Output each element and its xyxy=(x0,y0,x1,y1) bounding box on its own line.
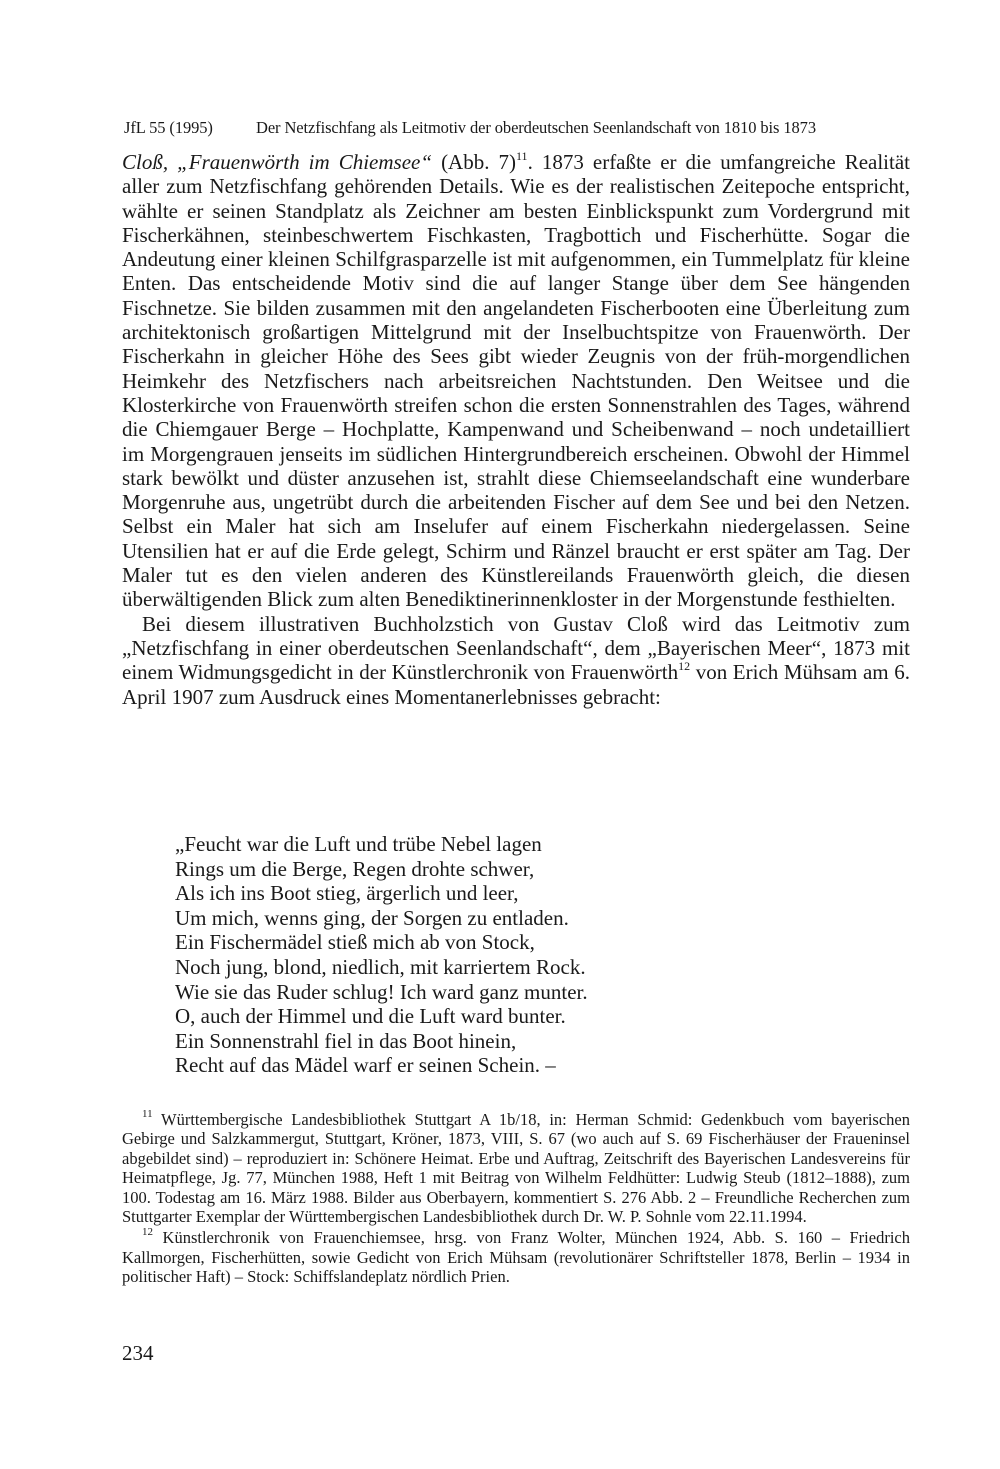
running-head xyxy=(124,118,924,138)
paragraph-2 xyxy=(122,612,910,709)
paragraph-2-text-end: von Erich Mühsam am 6. April 1907 zum Ausdruck eines Momentanerlebnisses gebracht: xyxy=(122,660,910,709)
body-text xyxy=(122,150,910,709)
figure-reference: (Abb. 7) xyxy=(432,150,516,174)
paragraph-1 xyxy=(122,150,910,612)
footnotes xyxy=(122,1110,910,1289)
footnote-12 xyxy=(122,1228,910,1286)
poem-line: „Feucht war die Luft und trübe Nebel lagen xyxy=(175,832,542,856)
footnote-11 xyxy=(122,1110,910,1226)
artwork-title: Cloß, „Frauenwörth im Chiemsee“ xyxy=(122,150,433,174)
page-number: 234 xyxy=(122,1341,154,1365)
poem-line: Recht auf das Mädel warf er seinen Schein. – xyxy=(175,1053,556,1078)
poem-line: O, auch der Himmel und die Luft ward bunter. xyxy=(175,1004,566,1029)
paragraph-1-text: . 1873 erfaßte er die umfangreiche Realität aller zum Netzfischfang gehörenden Details. Wie es der realistischen Zeitepoche entspricht, wählte er seinen Standplatz als Zeichner am besten Einblickspunkt zum Vordergrund mit Fischerkähnen, steinbeschwertem Fischkasten, Tragbottich und Fischerhütte. Sogar die Andeutung einer kleinen Schilfgrasparzelle ist mit aufgenommen, ein Tummelplatz für kleine Enten. Das entscheidende Motiv sind die auf langer Stange über dem See hängenden Fischnetze. Sie bilden zusammen mit den angelandeten Fischerbooten eine Überleitung zum architektonisch großartigen Mittelgrund mit der Inselbuchtspitze von Frauenwörth. Der Fischerkahn in gleicher Höhe des Sees gibt wieder Zeugnis von der früh-morgendlichen Heimkehr des Netzfischers nach arbeitsreichen Nachtstunden. Den Weitsee und die Klosterkirche von Frauenwörth streifen schon die ersten Sonnenstrahlen des Tages, während die Chiemgauer Berge – Hochplatte, Kampenwand und Scheibenwand – noch undetailliert im Morgengrauen jenseits im südlichen Hintergrundbereich erscheinen. Obwohl der Himmel stark bewölkt und düster anzusehen ist, strahlt diese Chiemseelandschaft eine wunderbare Morgenruhe aus, ungetrübt durch die arbeitenden Fischer auf dem See und bei den Netzen. Selbst ein Maler hat sich am Inselufer auf einem Fischerkahn niedergelassen. Seine Utensilien hat er auf die Erde gelegt, Schirm und Ränzel braucht er erst später am Tag. Der Maler tut es den vielen anderen des Künstlereilands Frauenwörth gleich, die diesen überwältigenden Blick zum alten Benediktinerinnenkloster in der Morgenstunde festhielten. xyxy=(122,150,910,612)
footnote-ref-11[interactable]: 11 xyxy=(516,149,528,163)
running-head-title: Der Netzfischfang als Leitmotiv der oberdeutschen Seenlandschaft von 1810 bis 1873 xyxy=(256,118,816,137)
journal-reference: JfL 55 (1995) xyxy=(124,118,213,137)
footnote-ref-12[interactable]: 12 xyxy=(678,659,691,674)
footnote-text: Künstlerchronik von Frauenchiemsee, hrsg. von Franz Wolter, München 1924, Abb. S. 160 – Friedrich Kallmorgen, Fischerhütten, sowie Gedicht von Erich Mühsam (revolutionärer Schriftsteller 1878, Berlin – 1934 in politischer Haft) – Stock: Schiffslandeplatz nördlich Prien. xyxy=(122,1228,910,1287)
poem-line: Noch jung, blond, niedlich, mit karriertem Rock. xyxy=(175,954,586,979)
paragraph-2-text: Bei diesem illustrativen Buchholzstich von Gustav Cloß wird das Leitmotiv zum „Netzfischfang in einer oberdeutschen Seenlandschaft“, dem „Bayerischen Meer“, 1873 mit einem Widmungsgedicht in der Künstlerchronik von Frauenwörth xyxy=(122,611,910,685)
poem-line: Rings um die Berge, Regen drohte schwer, xyxy=(175,856,535,881)
poem-line: Wie sie das Ruder schlug! Ich ward ganz munter. xyxy=(175,979,588,1004)
footnote-number: 12 xyxy=(142,1226,153,1239)
footnote-text: Württembergische Landesbibliothek Stuttgart A 1b/18, in: Herman Schmid: Gedenkbuch vom bayerischen Gebirge und Salzkammergut, Stuttgart, Kröner, 1873, VIII, S. 67 (wo auch auf S. 69 Fischerhäuser der Fraueninsel abgebildet sind) – reproduziert in: Schönere Heimat. Erbe und Auftrag, Zeitschrift des Bayerischen Landesvereins für Heimatpflege, Jg. 77, München 1988, Heft 1 mit Beitrag von Wilhelm Feldhütter: Ludwig Steub (1812–1888), zum 100. Todestag am 16. März 1988. Bilder aus Oberbayern, kommentiert S. 276 Abb. 2 – Freundliche Recherchen zum Stuttgarter Exemplar der Württembergischen Landesbibliothek durch Dr. W. P. Sohnle vom 22.11.1994. xyxy=(122,1110,910,1227)
poem-line: Als ich ins Boot stieg, ärgerlich und leer, xyxy=(175,881,519,906)
poem xyxy=(175,832,875,1078)
poem-line: Um mich, wenns ging, der Sorgen zu entladen. xyxy=(175,905,569,930)
poem-line: Ein Sonnenstrahl fiel in das Boot hinein, xyxy=(175,1028,517,1053)
poem-line: Ein Fischermädel stieß mich ab von Stock, xyxy=(175,930,535,955)
footnote-number: 11 xyxy=(142,1108,153,1120)
